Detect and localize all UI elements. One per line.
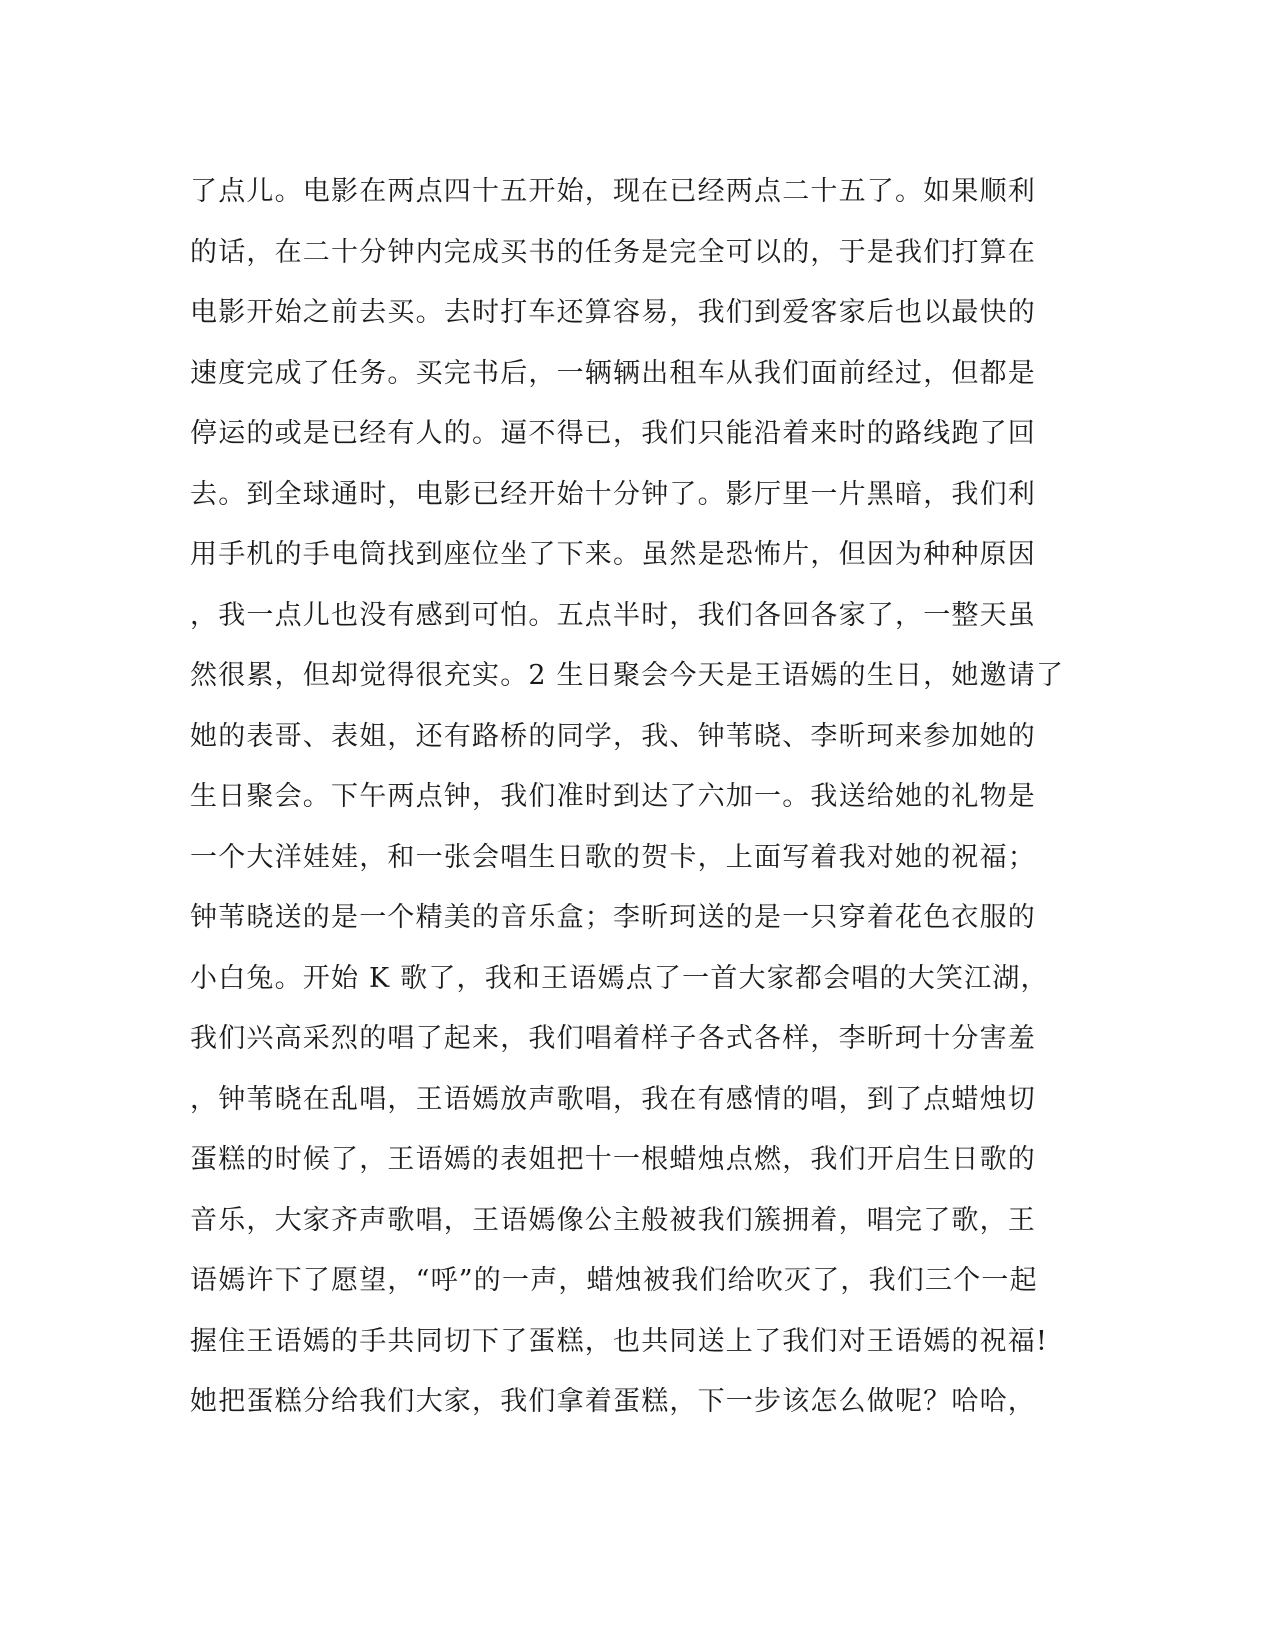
text-line: 然很累，但却觉得很充实。2 生日聚会今天是王语嫣的生日，她邀请了 <box>190 660 1065 691</box>
text-line: 去。到全球通时，电影已经开始十分钟了。影厅里一片黑暗，我们利 <box>190 478 1036 510</box>
text-line: 用手机的手电筒找到座位坐了下来。虽然是恐怖片，但因为种种原因 <box>190 539 1036 570</box>
text-line: 停运的或是已经有人的。逼不得已，我们只能沿着来时的路线跑了回 <box>190 418 1036 449</box>
body-text <box>190 162 1090 1433</box>
text-line: 小白兔。开始 K 歌了，我和王语嫣点了一首大家都会唱的大笑江湖， <box>190 962 1049 994</box>
text-line: 语嫣许下了愿望，“呼”的一声，蜡烛被我们给吹灭了，我们三个一起 <box>190 1265 1038 1296</box>
text-line: ，我一点儿也没有感到可怕。五点半时，我们各回各家了，一整天虽 <box>190 599 1036 631</box>
text-line: 钟苇晓送的是一个精美的音乐盒；李昕珂送的是一只穿着花色衣服的 <box>190 902 1036 933</box>
text-line: 了点儿。电影在两点四十五开始，现在已经两点二十五了。如果顺利 <box>190 176 1036 207</box>
text-line: 她的表哥、表姐，还有路桥的同学，我、钟苇晓、李昕珂来参加她的 <box>190 720 1036 752</box>
text-line: 一个大洋娃娃，和一张会唱生日歌的贺卡，上面写着我对她的祝福； <box>190 841 1036 873</box>
text-line: 握住王语嫣的手共同切下了蛋糕，也共同送上了我们对王语嫣的祝福! <box>190 1325 1049 1357</box>
text-line: 电影开始之前去买。去时打车还算容易，我们到爱客家后也以最快的 <box>190 297 1036 328</box>
text-line: 生日聚会。下午两点钟，我们准时到达了六加一。我送给她的礼物是 <box>190 781 1036 812</box>
text-line: 音乐，大家齐声歌唱，王语嫣像公主般被我们簇拥着，唱完了歌，王 <box>190 1204 1036 1236</box>
text-line: 她把蛋糕分给我们大家，我们拿着蛋糕，下一步该怎么做呢？哈哈， <box>190 1386 1036 1417</box>
text-line: 的话，在二十分钟内完成买书的任务是完全可以的，于是我们打算在 <box>190 236 1036 268</box>
text-line: 蛋糕的时候了，王语嫣的表姐把十一根蜡烛点燃，我们开启生日歌的 <box>190 1144 1036 1175</box>
text-line: 我们兴高采烈的唱了起来，我们唱着样子各式各样，李昕珂十分害羞 <box>190 1023 1036 1054</box>
text-line: 速度完成了任务。买完书后，一辆辆出租车从我们面前经过，但都是 <box>190 357 1036 389</box>
text-line: ，钟苇晓在乱唱，王语嫣放声歌唱，我在有感情的唱，到了点蜡烛切 <box>190 1083 1036 1115</box>
